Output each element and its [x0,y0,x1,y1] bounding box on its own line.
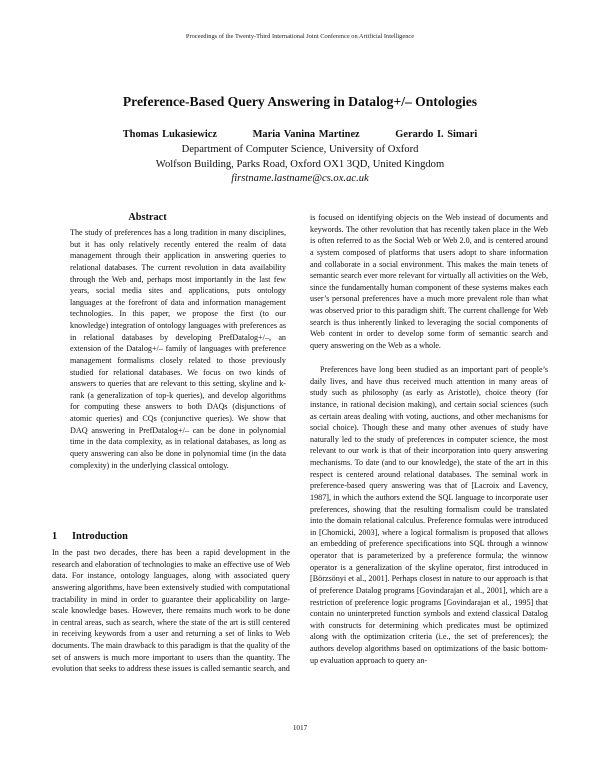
author-name: Gerardo I. Simari [395,129,478,140]
abstract-body [70,227,286,471]
abstract-heading: Abstract [128,212,167,223]
section-heading-introduction [52,531,128,542]
section-title: Introduction [72,531,128,542]
paragraph-text: is focused on identifying objects on the Web instead of documents and keywords. The other revolution that has recently taken place in the Web is often referred to as the Social Web or Web 2.0, and is centered around a system composed of platforms that users adopt to share information and collaborate in a social environment. This makes the main tenets of semantic search ever more relevant for virtually all activities on the Web, since the fundamentally human component of these systems makes each user’s personal preferences have a much more prevalent role than what was observed prior to this paradigm shift. The current challenge for Web search is thus inherently linked to leveraging the social components of Web content in order to develop some form of semantic search and query answering on the Web as a whole. [310,213,548,350]
introduction-body [52,547,290,675]
right-column-paragraph-1 [310,212,548,352]
author-email: firstname.lastname@cs.ox.ac.uk [231,173,369,184]
section-number: 1 [52,531,58,542]
paper-title: Preference-Based Query Answering in Datalog+/– Ontologies [122,94,478,109]
affiliation-address: Wolfson Building, Parks Road, Oxford OX1 3QD, United Kingdom [155,159,445,170]
abstract-text: The study of preferences has a long tradition in many disciplines, but it has only relatively recently entered the realm of data management through their application in answering queries to relational databases. The current revolution in data availability through the Web and, perhaps most importantly in the last few years, social media sites and applications, puts ontology languages at the forefront of data and information management technologies. In this paper, we propose the first (to our knowledge) integration of ontology languages with preferences as in relational databases by developing PrefDatalog+/–, an extension of the Datalog+/– family of languages with preference management formalisms closely related to those previously studied for relational databases. We focus on two kinds of answers to queries that are relevant to this setting, skyline and k-rank (a generalization of top-k queries), and develop algorithms for computing these answers to both DAQs (disjunctions of atomic queries) and CQs (conjunctive queries). We show that DAQ answering in PrefDatalog+/– can be done in polynomial time in the data complexity, as in relational databases, as long as query answering can also be done in polynomial time (in the data complexity) in the underlying classical ontology. [70,228,286,470]
proceedings-header: Proceedings of the Twenty-Third International Joint Conference on Artificial Intelligence [185,33,415,40]
paragraph-text: Preferences have long been studied as an important part of people’s daily lives, and have thus received much attention in many areas of study such as philosophy (as early as Aristotle), choice theory (for instance, in rational decision making), and certain social sciences (such as certain areas dealing with voting, auctions, and other mechanisms for social choice). Though these and many other avenues of study have naturally led to the study of preferences in computer science, the most relevant to our work is that of their incorporation into query answering mechanisms. To date (and to our knowledge), the state of the art in this respect is centered around relational databases. The seminal work in preference-based query answering was that of [Lacroix and Lavency, 1987], in which the authors extend the SQL language to incorporate user preferences, showing that the resulting formalism could be translated into the domain relational calculus. Preference formulas were introduced in [Chomicki, 2003], where a logical formalism is proposed that allows an embedding of preference specifications into SQL through a winnow operator that is parameterized by a preference formula; the winnow operator is a generalization of the skyline operator, first introduced in [Börzsönyi et al., 2001]. Perhaps closest in nature to our approach is that of preference Datalog programs [Govindarajan et al., 2001], which are a restriction of preference logic programs [Govindarajan et al., 1995] that contain no uninterpreted function symbols and extend classical Datalog with constructs for determining which predicates must be optimized along with the optimization criteria (i.e., the set of preferences); the authors develop algorithms based on optimizations of the basic bottom-up evaluation approach to query an- [310,365,548,665]
author-name: Maria Vanina Martinez [252,129,360,140]
author-list [0,129,600,140]
affiliation-department: Department of Computer Science, University of Oxford [181,144,419,155]
page-number: 1017 [292,724,308,732]
author-name: Thomas Lukasiewicz [122,129,217,140]
right-column-paragraph-2 [310,364,548,666]
introduction-text: In the past two decades, there has been a rapid development in the research and elaboration of technologies to make an effective use of Web data. For instance, ontology languages, along with associated query answering algorithms, have been extensively studied with computational tractability in mind in order to guarantee their applicability on large-scale knowledge bases. However, there remains much work to be done in central areas, such as search, where the state of the art is still centered in receiving keywords from a user and returning a set of links to Web documents. The main drawback to this paradigm is that the quality of the set of answers is much more important to users than the quantity. The evolution that seeks to address these issues is called semantic search, and [52,548,290,674]
